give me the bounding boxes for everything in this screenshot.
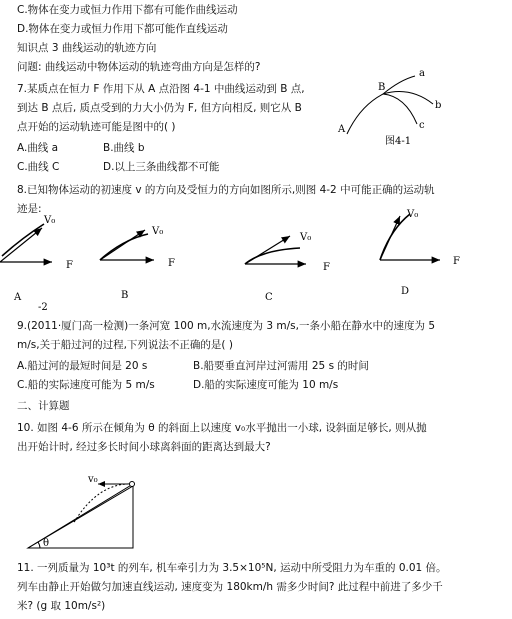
q9-option-b: B.船要垂直河岸过河需用 25 s 的时间 <box>193 360 369 372</box>
q7-option-a: A.曲线 a <box>17 142 59 154</box>
q11-line2: 列车由静止开始做匀加速直线运动, 速度变为 180km/h 需多少时间? 此过程中前进了多少千 <box>17 581 443 593</box>
q10-line1: 10. 如图 4-6 所示在倾角为 θ 的斜面上以速度 v₀水平抛出一小球, 设斜面足够长, 则从抛 <box>17 422 427 434</box>
panel-d <box>380 209 460 297</box>
figure-4-6 <box>28 472 168 552</box>
q11-line1: 11. 一列质量为 10³t 的列车, 机车牵引力为 3.5×10⁵N, 运动中所受阻力为车重的 0.01 倍。 <box>17 562 447 574</box>
panel-b <box>100 226 175 301</box>
label-v-a: V₀ <box>44 215 56 226</box>
velocity-arrow-b <box>100 230 145 260</box>
q9-line1: 9.(2011·厦门高一检测)一条河宽 100 m,水流速度为 3 m/s,一条小船在静水中的速度为 5 <box>17 320 435 332</box>
q8-line2: 迹是: <box>17 203 42 215</box>
velocity-arrow-a <box>0 228 42 262</box>
q7-option-d: D.以上三条曲线都不可能 <box>103 161 220 173</box>
panel-letter-a: A <box>14 292 22 303</box>
panel-letter-d: D <box>401 286 410 297</box>
label-point-b: B <box>378 82 386 93</box>
panel-letter-b: B <box>121 290 129 301</box>
q9-option-a: A.船过河的最短时间是 20 s <box>17 360 148 372</box>
label-f-a: F <box>66 260 73 271</box>
statement-c: C.物体在变力或恒力作用下都有可能作曲线运动 <box>17 4 238 16</box>
q7-line3: 点开始的运动轨迹可能是图中的( ) <box>17 121 176 133</box>
q7-line1: 7.某质点在恒力 F 作用下从 A 点沿图 4-1 中曲线运动到 B 点, <box>17 83 305 95</box>
trajectory-a <box>2 224 44 256</box>
curve-a-to-b <box>347 94 383 134</box>
trajectory-b <box>100 234 148 260</box>
figure-4-2-suffix: -2 <box>38 302 48 313</box>
label-v0: v₀ <box>88 474 98 485</box>
label-a: a <box>419 68 425 79</box>
label-point-a: A <box>338 124 346 135</box>
label-v-d: V₀ <box>407 209 419 220</box>
q7-line2: 到达 B 点后, 质点受到的力大小仍为 F, 但方向相反, 则它从 B <box>17 102 302 114</box>
label-f-d: F <box>453 256 460 267</box>
label-f-c: F <box>323 262 330 273</box>
q11-line3: 米? (g 取 10m/s²) <box>17 600 106 612</box>
panel-c <box>245 232 330 303</box>
q8-line1: 8.已知物体运动的初速度 v 的方向及受恒力的方向如图所示,则图 4-2 中可能正确的运动轨 <box>17 184 435 196</box>
curve-c <box>383 94 417 124</box>
label-v-b: V₀ <box>152 226 164 237</box>
section-title-calculation: 二、计算题 <box>17 400 70 412</box>
knowledge-point-3: 知识点 3 曲线运动的轨迹方向 <box>17 42 157 54</box>
q9-option-d: D.船的实际速度可能为 10 m/s <box>193 379 339 391</box>
curve-b <box>383 92 433 104</box>
q10-line2: 出开始计时, 经过多长时间小球离斜面的距离达到最大? <box>17 441 271 453</box>
figure-4-1 <box>335 66 455 146</box>
trajectory-d <box>380 214 410 260</box>
trajectory-c <box>245 248 300 264</box>
figure-4-1-caption: 图4-1 <box>385 136 412 147</box>
ball <box>130 482 135 487</box>
panel-a <box>0 215 73 313</box>
q9-line2: m/s,关于船过河的过程,下列说法不正确的是( ) <box>17 339 233 351</box>
q7-option-b: B.曲线 b <box>103 142 145 154</box>
question-prompt: 问题: 曲线运动中物体运动的轨迹弯曲方向是怎样的? <box>17 61 261 73</box>
label-b: b <box>435 100 442 111</box>
label-c: c <box>419 120 425 131</box>
angle-arc <box>38 542 40 548</box>
label-v-c: V₀ <box>300 232 312 243</box>
label-theta: θ <box>43 538 50 549</box>
panel-letter-c: C <box>265 292 273 303</box>
label-f-b: F <box>168 258 175 269</box>
statement-d: D.物体在变力或恒力作用下都可能作直线运动 <box>17 23 228 35</box>
q7-option-c: C.曲线 C <box>17 161 60 173</box>
q9-option-c: C.船的实际速度可能为 5 m/s <box>17 379 155 391</box>
